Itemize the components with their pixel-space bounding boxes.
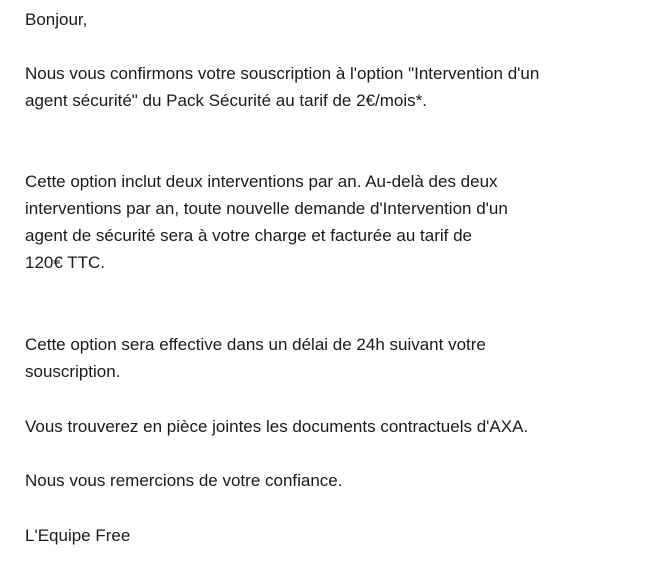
confirmation-paragraph: Nous vous confirmons votre souscription à l'option "Intervention d'un agent sécurité" du Pack Sécurité au tarif de 2€/mois*. (25, 64, 540, 110)
effective-paragraph: Cette option sera effective dans un délai de 24h suivant votre souscription. (25, 335, 486, 381)
signature: L'Equipe Free (25, 526, 131, 545)
greeting: Bonjour, (25, 10, 88, 29)
inclusion-paragraph: Cette option inclut deux interventions par an. Au-delà des deux interventions par an, toute nouvelle demande d'Intervention d'un agent de sécurité sera à votre charge et facturée au tarif de 120€ TTC. (25, 172, 508, 272)
documents-paragraph: Vous trouverez en pièce jointes les documents contractuels d'AXA. (25, 417, 529, 436)
thanks-paragraph: Nous vous remercions de votre confiance. (25, 471, 343, 490)
